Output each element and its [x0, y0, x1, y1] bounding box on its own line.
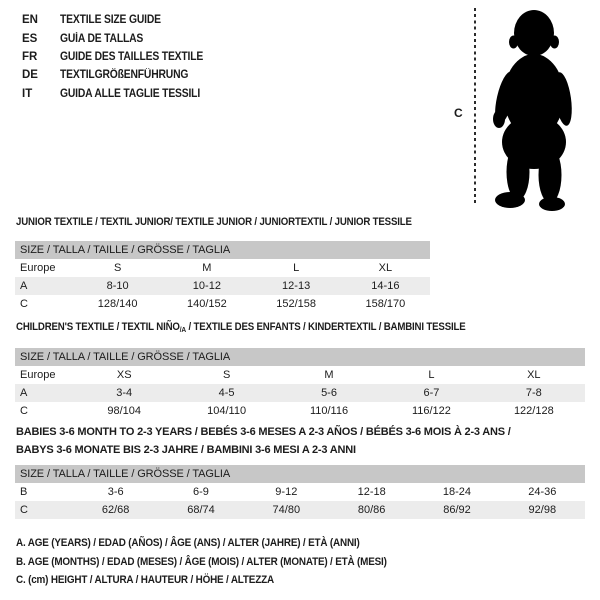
size-cell: 9-12 — [275, 486, 298, 498]
size-cell: 6-9 — [193, 486, 209, 498]
footnote-a: A. AGE (YEARS) / EDAD (AÑOS) / ÂGE (ANS) / ALTER (JAHRE) / ETÀ (ANNI) — [16, 537, 360, 549]
table-row — [15, 259, 430, 277]
size-cell: M — [202, 262, 212, 274]
size-cell: 158/170 — [365, 298, 406, 310]
size-header-bar: SIZE / TALLA / TAILLE / GRÖSSE / TAGLIA — [15, 465, 585, 483]
language-code: EN — [22, 14, 38, 27]
table-row — [15, 483, 585, 501]
babies-table-title: BABIES 3-6 MONTH TO 2-3 YEARS / BEBÉS 3-6 MESES A 2-3 AÑOS / BÉBÉS 3-6 MOIS À 2-3 ANS / BABYS 3-6 MONATE BIS 2-3 JAHRE / BAMBINI 3-6 MESI A 2-3 ANNI — [16, 426, 511, 456]
language-row — [22, 85, 219, 103]
size-cell: 12-18 — [357, 486, 386, 498]
size-cell: 92/98 — [528, 504, 557, 516]
size-cell: 7-8 — [525, 387, 542, 399]
size-cell: 98/104 — [107, 405, 142, 417]
size-cell: 62/68 — [101, 504, 130, 516]
row-label: C — [20, 504, 28, 516]
size-cell: 8-10 — [106, 280, 129, 292]
size-cell: L — [428, 369, 435, 381]
size-cell: S — [222, 369, 231, 381]
table-row — [15, 501, 585, 519]
size-cell: 122/128 — [513, 405, 554, 417]
row-label: Europe — [20, 369, 56, 381]
language-code: FR — [22, 50, 38, 63]
row-label: A — [20, 280, 28, 292]
size-cell: 140/152 — [186, 298, 227, 310]
footnote-b: B. AGE (MONTHS) / EDAD (MESES) / ÂGE (MOIS) / ALTER (MONATE) / ETÀ (MESI) — [16, 555, 387, 568]
language-title: GUIDE DES TAILLES TEXTILE — [60, 50, 204, 63]
size-cell: 80/86 — [357, 504, 386, 516]
size-cell: 10-12 — [192, 280, 221, 292]
row-label: Europe — [20, 262, 56, 274]
junior-table-title: JUNIOR TEXTILE / TEXTIL JUNIOR/ TEXTILE JUNIOR / JUNIORTEXTIL / JUNIOR TESSILE — [16, 216, 412, 228]
table-row — [15, 295, 430, 313]
size-cell: 3-4 — [116, 387, 133, 399]
table-row — [15, 366, 585, 384]
size-cell: XS — [116, 369, 132, 381]
toddler-silhouette-image — [487, 6, 579, 212]
language-row — [22, 11, 219, 29]
size-cell: 74/80 — [272, 504, 301, 516]
footnote-c: C. (cm) HEIGHT / ALTURA / HAUTEUR / HÖHE / ALTEZZA — [16, 574, 274, 587]
size-cell: 86/92 — [443, 504, 471, 516]
size-cell: 14-16 — [371, 280, 400, 292]
size-cell: S — [113, 262, 122, 274]
row-label: C — [20, 298, 28, 310]
language-row — [22, 29, 219, 47]
footnotes — [16, 533, 428, 589]
size-cell: XL — [527, 369, 541, 381]
size-header-bar: SIZE / TALLA / TAILLE / GRÖSSE / TAGLIA — [15, 348, 585, 366]
table-row — [15, 277, 430, 295]
size-cell: XL — [378, 262, 393, 274]
language-code: ES — [22, 32, 38, 45]
size-cell: L — [293, 262, 300, 274]
size-cell: 12-13 — [282, 280, 311, 292]
row-label: C — [20, 405, 28, 417]
size-cell: 110/116 — [309, 405, 349, 417]
language-title: GUIDA ALLE TAGLIE TESSILI — [60, 87, 201, 100]
size-cell: M — [324, 369, 334, 381]
size-cell: 116/122 — [411, 405, 451, 417]
junior-size-table — [15, 241, 430, 313]
language-code: IT — [22, 87, 33, 100]
size-cell: 24-36 — [528, 486, 557, 498]
table-row — [15, 402, 585, 420]
size-cell: 4-5 — [218, 387, 235, 399]
height-measure-label: C — [454, 106, 463, 120]
size-cell: 152/158 — [276, 298, 316, 310]
language-list — [22, 11, 219, 103]
babies-size-table — [15, 465, 585, 519]
children-size-table — [15, 348, 585, 420]
row-label: A — [20, 387, 28, 399]
size-header-bar: SIZE / TALLA / TAILLE / GRÖSSE / TAGLIA — [15, 241, 430, 259]
language-title: GUÍA DE TALLAS — [60, 32, 144, 45]
size-cell: 5-6 — [321, 387, 337, 399]
language-row — [22, 48, 219, 66]
size-cell: 3-6 — [107, 486, 124, 498]
size-cell: 18-24 — [442, 486, 472, 498]
row-label: B — [20, 486, 28, 498]
height-measure-dashed-line — [474, 8, 476, 206]
children-table-title: CHILDREN'S TEXTILE / TEXTIL $NIÑO_{/A}$ / TEXTILE DES ENFANTS / KINDERTEXTIL / BAMBINI TESSILE — [16, 321, 466, 334]
size-cell: 6-7 — [423, 387, 440, 399]
language-row — [22, 66, 219, 84]
size-cell: 68/74 — [187, 504, 215, 516]
language-title: TEXTILE SIZE GUIDE — [60, 14, 161, 27]
language-title: TEXTILGRÖßENFÜHRUNG — [60, 69, 189, 82]
size-cell: 104/110 — [207, 405, 247, 417]
language-code: DE — [22, 69, 38, 82]
table-row — [15, 384, 585, 402]
size-cell: 128/140 — [97, 298, 138, 310]
